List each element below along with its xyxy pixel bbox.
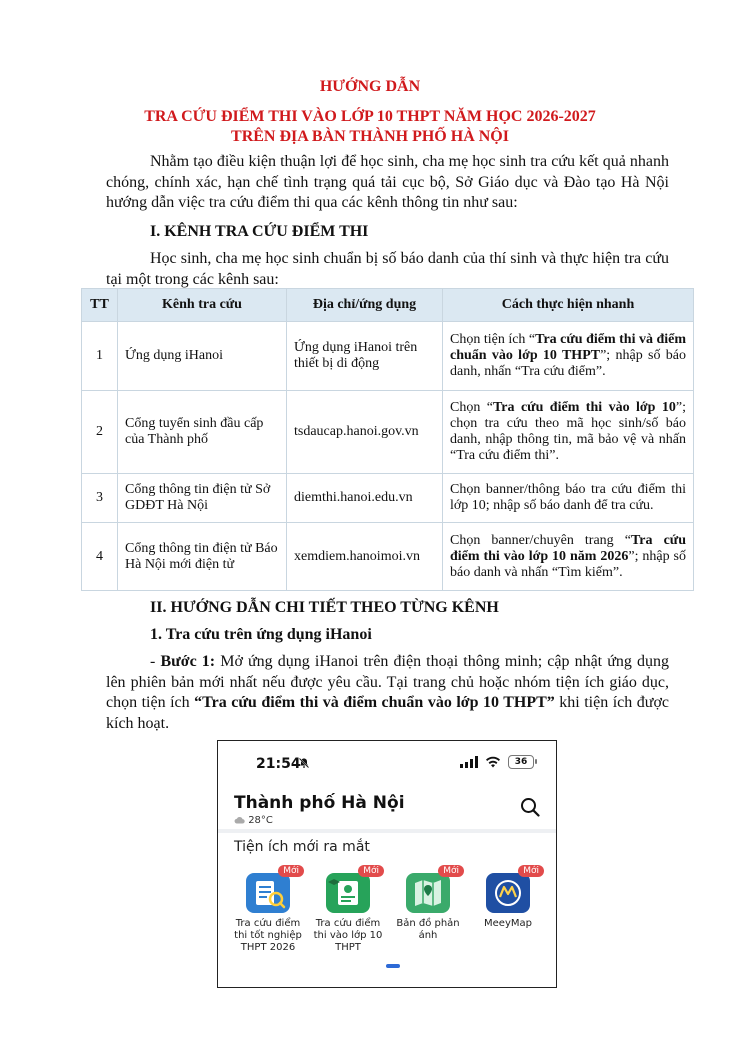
status-icons	[460, 755, 534, 769]
row-how	[443, 322, 694, 391]
row-address: xemdiem.hanoimoi.vn	[287, 523, 443, 591]
row-channel: Cổng thông tin điện tử Sở GDĐT Hà Nội	[118, 474, 287, 523]
row-how-text: Chọn “	[450, 400, 493, 415]
step1-feature-name: “Tra cứu điểm thi và điểm chuẩn vào lớp 10 THPT”	[194, 694, 555, 711]
row-address: tsdaucap.hanoi.gov.vn	[287, 391, 443, 474]
step1-text-end: khi tiện ích được kích hoạt.	[106, 694, 670, 732]
row-how	[443, 523, 694, 591]
new-badge: Mới	[278, 865, 304, 877]
new-badge: Mới	[518, 865, 544, 877]
cloud-icon	[234, 816, 245, 824]
battery-level: 36	[514, 757, 528, 767]
row-channel: Ứng dụng iHanoi	[118, 322, 287, 391]
city-name: Thành phố Hà Nội	[234, 793, 405, 813]
status-time: 21:54	[256, 756, 301, 772]
header-tt: TT	[82, 289, 118, 322]
row-number: 2	[82, 391, 118, 474]
new-badge: Mới	[358, 865, 384, 877]
grade10-results-icon	[326, 866, 379, 913]
ihanoi-screenshot	[217, 740, 557, 988]
signal-icon	[460, 756, 478, 768]
app-label: Tra cứu điểm thi tốt nghiệp THPT 2026	[234, 918, 302, 953]
exam-results-icon	[246, 866, 299, 913]
app-label: MeeyMap	[484, 918, 532, 929]
row-address: diemthi.hanoi.edu.vn	[287, 474, 443, 523]
row-how-bold: Tra cứu điểm thi vào lớp 10 năm 2026	[450, 532, 686, 564]
feedback-map-icon	[406, 866, 459, 913]
doc-subtitle-line2: TRÊN ĐỊA BÀN THÀNH PHỐ HÀ NỘI	[231, 128, 509, 145]
weather-readout	[234, 815, 273, 826]
table-header-row	[82, 289, 694, 322]
row-how	[443, 474, 694, 523]
app-exam-results[interactable]	[228, 865, 308, 954]
doc-subtitle-line1: TRA CỨU ĐIỂM THI VÀO LỚP 10 THPT NĂM HỌC 2026-2027	[144, 108, 596, 125]
header-channel: Kênh tra cứu	[118, 289, 287, 322]
battery-icon	[508, 755, 534, 769]
row-how-text-end: ”; nhập số báo danh và nhấn “Tìm kiếm”.	[450, 548, 687, 580]
header-how: Cách thực hiện nhanh	[443, 289, 694, 322]
row-how-text-end: ”; chọn tra cứu theo mã học sinh/số báo danh, nhập thông tin, mã bảo vệ và nhấn “Tra cứu điểm thi”.	[450, 400, 686, 463]
row-how-text: Chọn banner/chuyên trang “	[450, 532, 631, 548]
app-meeymap[interactable]	[468, 865, 548, 954]
new-features-heading: Tiện ích mới ra mắt	[234, 839, 370, 855]
table-row	[82, 322, 694, 391]
step1-dash: -	[150, 653, 161, 670]
row-number: 4	[82, 523, 118, 591]
header-address: Địa chỉ/ứng dụng	[287, 289, 443, 322]
section2-heading: II. HƯỚNG DẪN CHI TIẾT THEO TỪNG KÊNH	[150, 599, 499, 616]
app-label: Tra cứu điểm thi vào lớp 10 THPT	[313, 918, 383, 953]
wifi-icon	[485, 756, 501, 768]
doc-title: HƯỚNG DẪN	[319, 78, 421, 95]
app-grade10-results[interactable]	[308, 865, 388, 954]
table-row	[82, 523, 694, 591]
intro-paragraph: Nhằm tạo điều kiện thuận lợi để học sinh, cha mẹ học sinh tra cứu kết quả nhanh chóng, chính xác, hạn chế tình trạng quá tải cục bộ, Sở Giáo dục và Đào tạo Hà Nội hướng dẫn việc tra cứu điểm thi qua các kênh thông tin như sau:	[106, 153, 669, 211]
section1-text: Học sinh, cha mẹ học sinh chuẩn bị số báo danh của thí sinh và thực hiện tra cứu tại một trong các kênh sau:	[106, 250, 669, 288]
row-number: 3	[82, 474, 118, 523]
row-how-bold: Tra cứu điểm thi và điểm chuẩn vào lớp 10 THPT	[450, 332, 687, 363]
table-row	[82, 474, 694, 523]
muted-bell-icon	[298, 757, 310, 772]
divider	[218, 829, 557, 833]
row-how-text: Chọn banner/thông báo tra cứu điểm thi lớp 10; nhập số báo danh để tra cứu.	[450, 482, 686, 513]
lookup-channels-table	[81, 288, 694, 591]
row-how-text: Chọn tiện ích “	[450, 332, 536, 347]
temperature: 28°C	[248, 815, 273, 826]
row-channel: Cổng thông tin điện tử Báo Hà Nội mới điện tử	[118, 523, 287, 591]
new-badge: Mới	[438, 865, 464, 877]
app-feedback-map[interactable]	[388, 865, 468, 954]
table-row	[82, 391, 694, 474]
row-how	[443, 391, 694, 474]
search-icon[interactable]	[520, 797, 540, 821]
row-channel: Cổng tuyển sinh đầu cấp của Thành phố	[118, 391, 287, 474]
row-address: Ứng dụng iHanoi trên thiết bị di động	[287, 322, 443, 391]
meeymap-icon	[486, 866, 539, 913]
step1-label: Bước 1:	[160, 653, 216, 670]
row-how-text-end: ”; nhập số báo danh, nhấn “Tra cứu điểm”.	[450, 348, 686, 379]
page-indicator	[386, 964, 400, 968]
section1-heading: I. KÊNH TRA CỨU ĐIỂM THI	[150, 223, 369, 240]
app-label: Bản đồ phản ánh	[396, 918, 460, 941]
row-how-bold: Tra cứu điểm thi vào lớp 10	[493, 400, 676, 415]
subsection1-heading: 1. Tra cứu trên ứng dụng iHanoi	[150, 626, 372, 643]
row-number: 1	[82, 322, 118, 391]
step1-text: Mở ứng dụng iHanoi trên điện thoại thông minh; cập nhật ứng dụng lên phiên bản mới nhất nếu được yêu cầu. Tại trang chủ hoặc nhóm tiện ích giáo dục, chọn tiện ích	[106, 653, 670, 711]
new-features-list	[228, 865, 548, 954]
step1-paragraph	[106, 652, 669, 734]
